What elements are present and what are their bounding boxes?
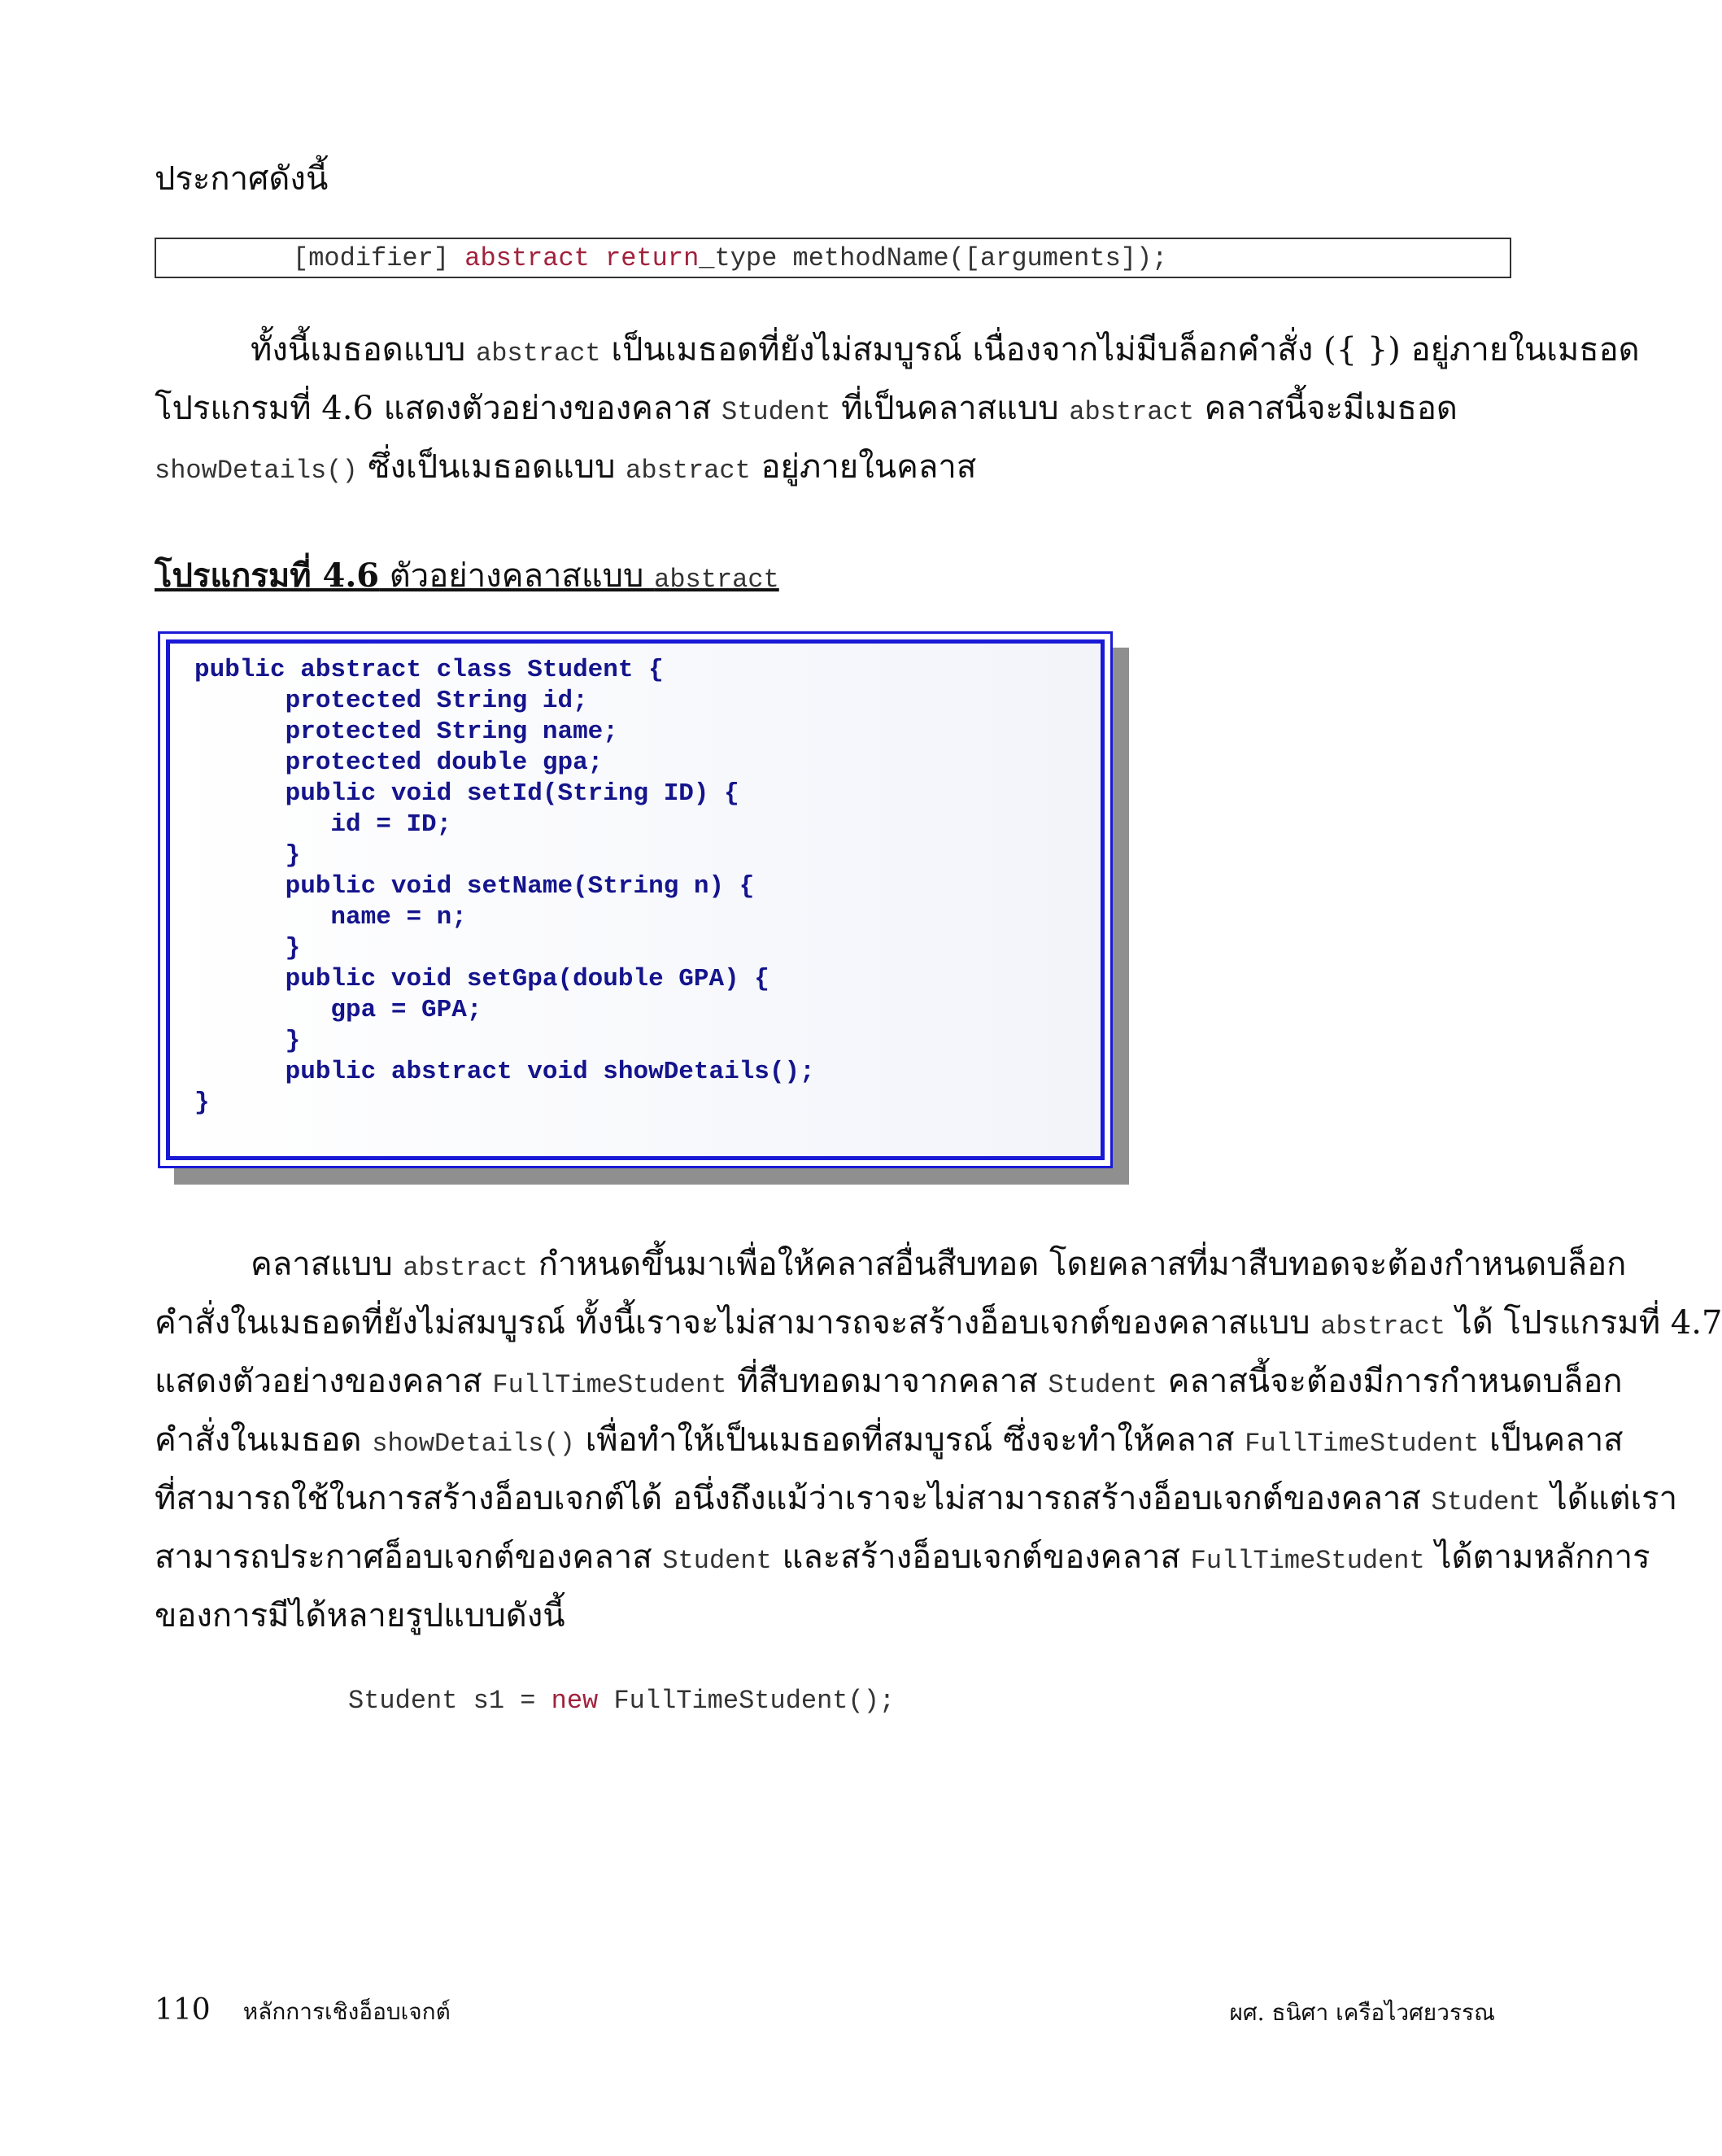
text: และสร้างอ็อบเจกต์ของคลาส [771,1538,1191,1576]
code-listing [194,655,815,1119]
code-snippet-part2: FullTimeStudent(); [598,1686,896,1716]
paragraph-line [155,438,1511,496]
code-line: public abstract void showDetails(); [194,1058,815,1086]
paragraph-line [155,1528,1650,1586]
text: ได้ตามหลักการ [1424,1538,1650,1576]
inline-code: FullTimeStudent [1190,1546,1425,1576]
paragraph-line [155,1352,1623,1411]
paragraph-line [155,379,1511,438]
code-line: public void setId(String ID) { [194,779,739,808]
inline-code: Student [662,1546,772,1576]
code-line: } [194,841,301,870]
inline-code: showDetails() [155,456,358,486]
text: โปรแกรมที่ 4.6 แสดงตัวอย่างของคลาส [155,390,721,427]
code-listing-inner [166,639,1105,1160]
text: อยู่ภายในคลาส [750,448,977,486]
text: ซึ่งเป็นเมธอดแบบ [357,448,626,486]
syntax-part2: _type methodName([arguments]); [699,243,1168,273]
text: ที่สืบทอดมาจากคลาส [726,1363,1048,1400]
paragraph-line [155,1411,1624,1469]
caption-label: โปรแกรมที่ 4.6 [155,556,380,595]
text: สามารถประกาศอ็อบเจกต์ของคลาส [155,1538,663,1576]
book-title: หลักการเชิงอ็อบเจกต์ [242,1998,451,2025]
paragraph-1 [155,321,1640,496]
text: เพื่อทำให้เป็นเมธอดที่สมบูรณ์ ซึ่งจะทำให้คลาส [574,1421,1245,1459]
program-caption [155,553,779,603]
code-line: name = n; [194,903,467,932]
text: คลาสแบบ [251,1246,403,1283]
text: คลาสนี้จะมีเมธอด [1193,390,1458,427]
footer-author: ผศ. ธนิศา เครือไวศยวรรณ [1229,1999,1495,2026]
text: คำสั่งในเมธอด [155,1421,373,1459]
text: ทั้งนี้เมธอดแบบ [251,331,476,369]
code-line: protected String name; [194,718,618,746]
intro-text: ประกาศดังนี้ [155,160,329,198]
code-snippet [348,1684,895,1718]
text: ของการมีได้หลายรูปแบบดังนี้ [155,1597,565,1634]
syntax-keyword: abstract return [464,243,700,273]
inline-code: abstract [1320,1311,1445,1342]
code-line: protected String id; [194,687,588,715]
inline-code: abstract [1069,397,1194,427]
code-line: public abstract class Student { [194,656,664,684]
text: ที่สามารถใช้ในการสร้างอ็อบเจกต์ได้ อนึ่งถึงแม้ว่าเราจะไม่สามารถสร้างอ็อบเจกต์ของคลาส [155,1480,1432,1517]
inline-code: Student [1048,1370,1157,1400]
code-snippet-keyword: new [551,1686,599,1716]
code-line: } [194,1089,210,1117]
footer-left [155,1992,451,2031]
code-line: id = ID; [194,810,452,839]
code-line: } [194,934,301,962]
text: คลาสนี้จะต้องมีการกำหนดบล็อก [1157,1363,1623,1400]
code-snippet-part1: Student s1 = [348,1686,551,1716]
paragraph-line [155,1294,1722,1352]
paragraph-2 [155,1235,1722,1645]
code-line: public void setName(String n) { [194,872,755,901]
text: แสดงตัวอย่างของคลาส [155,1363,493,1400]
paragraph-line [155,321,1640,379]
syntax-part1: [modifier] [293,243,465,273]
syntax-box [155,238,1511,278]
text: ได้ โปรแกรมที่ 4.7 [1445,1304,1722,1342]
inline-code: showDetails() [372,1429,575,1459]
code-listing-box [158,631,1113,1168]
inline-code: abstract [403,1253,529,1283]
paragraph-line [155,1469,1678,1528]
text: ได้แต่เรา [1540,1480,1678,1517]
inline-code: Student [1431,1487,1541,1517]
paragraph-line [155,1586,1511,1645]
syntax-line [293,242,1167,275]
code-line: protected double gpa; [194,748,604,777]
inline-code: FullTimeStudent [1245,1429,1480,1459]
inline-code: FullTimeStudent [492,1370,727,1400]
text: เป็นเมธอดที่ยังไม่สมบูรณ์ เนื่องจากไม่มีบล็อกคำสั่ง ({ }) อยู่ภายในเมธอด [600,331,1640,369]
page-number: 110 [155,1993,211,2027]
code-line: public void setGpa(double GPA) { [194,965,769,993]
code-line: gpa = GPA; [194,996,482,1024]
text: เป็นคลาส [1479,1421,1624,1459]
text: คำสั่งในเมธอดที่ยังไม่สมบูรณ์ ทั้งนี้เราจะไม่สามารถจะสร้างอ็อบเจกต์ของคลาสแบบ [155,1304,1321,1342]
paragraph-line [155,1235,1627,1294]
caption-code: abstract [654,565,779,595]
inline-code: Student [721,397,831,427]
code-line: } [194,1027,301,1055]
text: กำหนดขึ้นมาเพื่อให้คลาสอื่นสืบทอด โดยคลาสที่มาสืบทอดจะต้องกำหนดบล็อก [528,1246,1627,1283]
inline-code: abstract [475,338,601,369]
inline-code: abstract [626,456,751,486]
caption-text: ตัวอย่างคลาสแบบ [379,557,655,595]
text: ที่เป็นคลาสแบบ [830,390,1070,427]
